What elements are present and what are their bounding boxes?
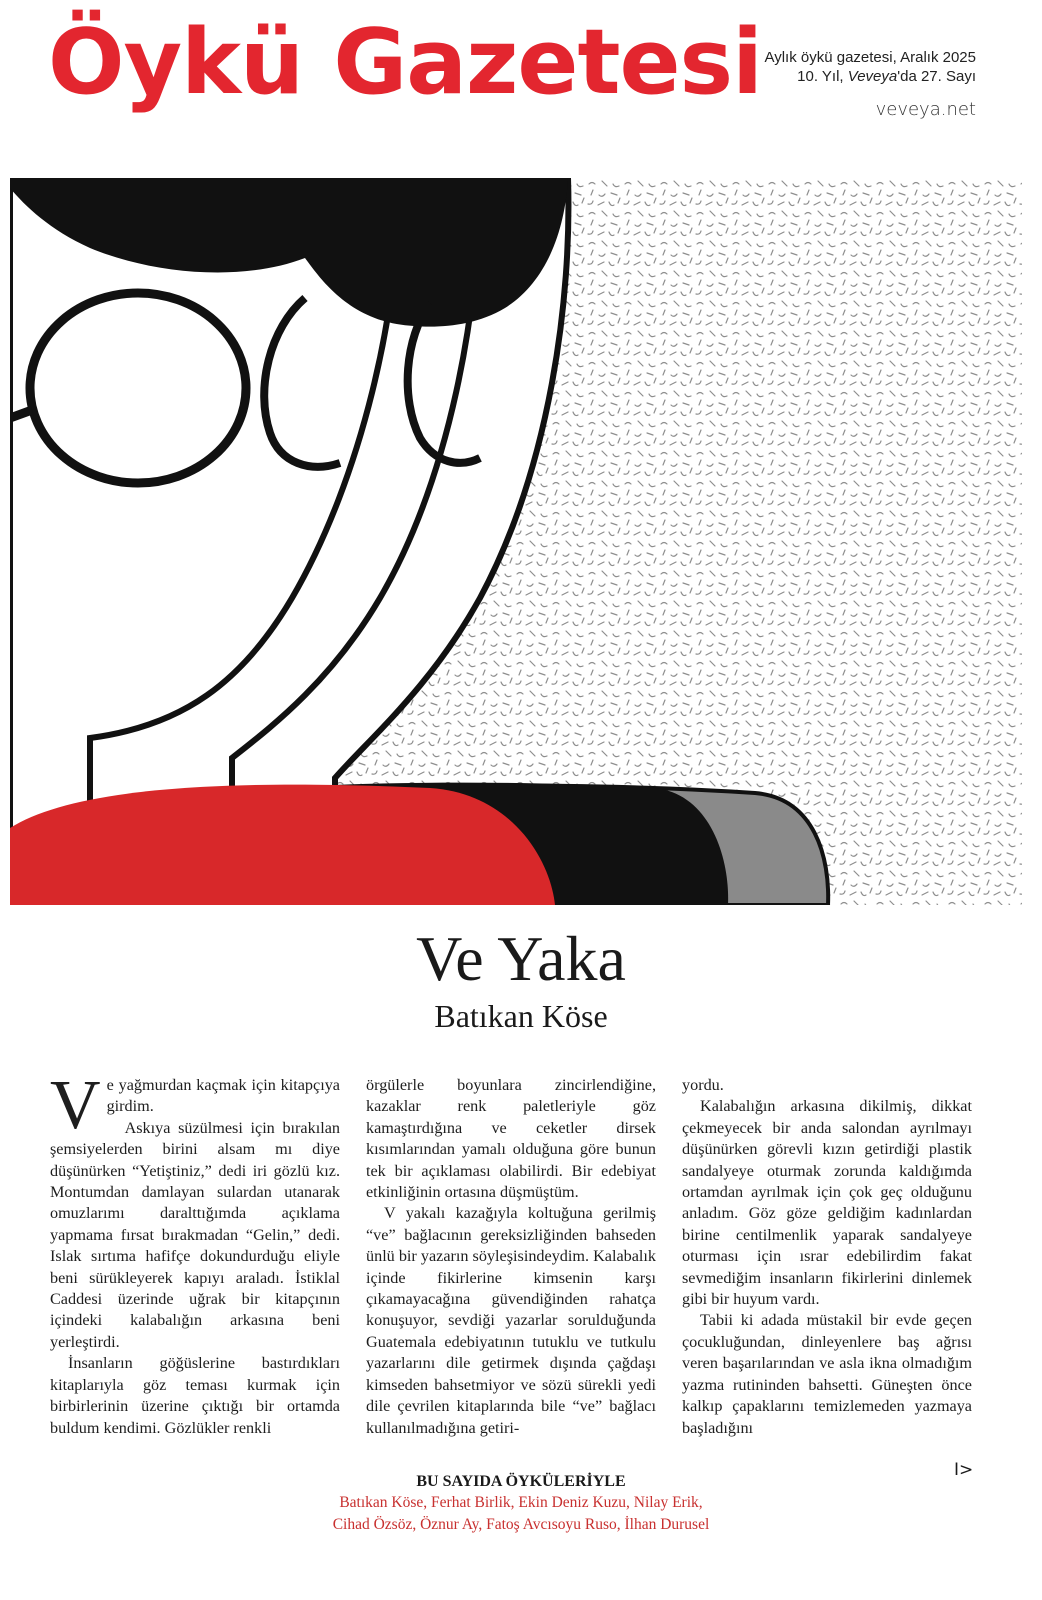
article-column-3 (682, 1075, 972, 1439)
paragraph: e yağmurdan kaçmak için kitapçıya girdim. (106, 1076, 340, 1116)
cover-illustration (10, 178, 1022, 905)
issue-meta (764, 48, 976, 119)
article-title: Ve Yaka (416, 923, 626, 994)
contributors-line-2: Cihad Özsöz, Öznur Ay, Fatoş Avcısoyu Ruso, İlhan Durusel (332, 1516, 710, 1533)
issue-line-1: Aylık öykü gazetesi, Aralık 2025 (764, 49, 976, 66)
article-column-2 (366, 1075, 656, 1439)
paragraph: Kalabalığın arkasına dikilmiş, dikkat çekmeyecek bir anda salondan ayrılmayı düşünürken görevli kızın getirdiği plastik sandalyeye oturmak zorunda kaldığımda ortamdan ayrılmak için çok geç olduğunu anladım. Göz göze geldiğim kadınlardan birine centilmenlik yaparak sandalyeye oturması için ısrar edebilirdim fakat sevmediğim insanların fikirlerini dinlemek gibi bir huyum vardı. (682, 1097, 972, 1309)
drop-cap: V (50, 1067, 101, 1144)
site-link[interactable]: veveya.net (875, 99, 976, 120)
continue-marker: I> (954, 1460, 974, 1480)
paragraph: Askıya süzülmesi için bırakılan şemsiyelerden birini alsam mı diye düşünürken “Yetiştiniz,” dedi iri gözlü kız. Montumdan damlayan sulardan utanarak omuzlarımı daralttığımda açıklama yapmama fırsat bırakmadan “Gelin,” dedi. Islak sırtıma hafifçe dokundurduğu eliyle beni sürükleyerek kapıyı araladı. İstiklal Caddesi üzerinde uğrak bir kitapçının içindeki kalabalığın arkasına beni yerleştirdi. (50, 1118, 340, 1351)
contributors-footer (0, 1472, 1042, 1536)
article-author: Batıkan Köse (434, 998, 608, 1034)
paragraph: örgülerle boyunlara zincirlendiğine, kazaklar renk paletleriyle göz kamaştırdığına ve ceketler dirsek kısımlarından yamalı olduğuna göre bunun tek bir açıklaması olabilirdi. Bir edebiyat etkinliğinin ortasına düşmüştüm. (366, 1076, 656, 1202)
paragraph: V yakalı kazağıyla koltuğuna gerilmiş “ve” bağlacının gereksizliğinden bahseden ünlü bir yazarın söyleşisindeydim. Kalabalık içinde fikirlerine kimsenin karşı çıkamayacağına güvendiğinden rahatça konuşuyor, sevdiği yazarlar sorulduğunda Guatemala edebiyatının tutuklu ve tutkulu yazarlarını dile getirmek dışında çağdaşı kimseden bahsetmiyor ve sözü sürekli yedi dile çevrilen kitaplarında bile “ve” bağlacı kullanılmadığına getiri- (366, 1204, 656, 1437)
contributors-heading: BU SAYIDA ÖYKÜLERİYLE (416, 1473, 626, 1490)
paragraph: İnsanların göğüslerine bastırdıkları kitaplarıyla göz teması kurmak için birbirlerinin üzerine çıktığı bir ortamda buldum kendimi. Gözlükler renkli (50, 1354, 340, 1437)
article-column-1 (50, 1067, 340, 1439)
issue-line-2: 10. Yıl, Veveya'da 27. Sayı (797, 68, 976, 85)
paragraph: yordu. (682, 1076, 724, 1094)
contributors-line-1: Batıkan Köse, Ferhat Birlik, Ekin Deniz Kuzu, Nilay Erik, (339, 1494, 703, 1511)
paragraph: Tabii ki adada müstakil bir evde geçen çocukluğundan, dinleyenlere baş ağrısı veren başarılarından ve asla ikna olmadığım yazma rutininden bahsetti. Güneşten önce kalkıp çapaklarını temizlemeden yazmaya başladığını (682, 1311, 972, 1437)
masthead-title: Öykü Gazetesi (48, 10, 762, 115)
